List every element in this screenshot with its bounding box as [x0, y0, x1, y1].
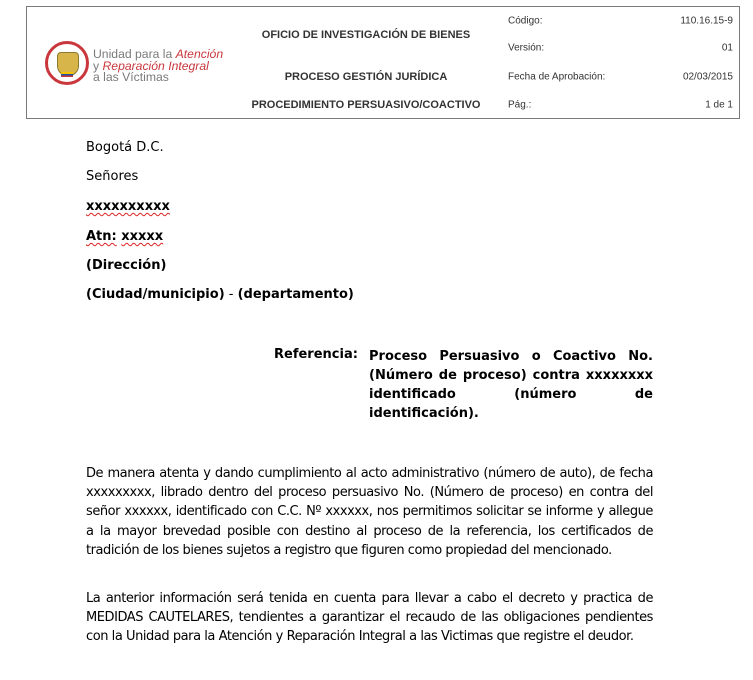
agency-logo-text: Unidad para la Atención y Reparación Integral a las Víctimas: [93, 47, 224, 84]
letter-city: Bogotá D.C.: [86, 140, 164, 155]
process-name: PROCESO GESTIÓN JURÍDICA: [284, 70, 448, 83]
letter-attention: Atn: xxxxx: [86, 229, 164, 244]
meta-row-version: Versión: 01: [508, 42, 733, 54]
meta-row-approval-date: Fecha de Aprobación: 02/03/2015: [508, 71, 733, 82]
body-paragraph-2: La anterior información será tenida en cuenta para llevar a cabo el decreto y practica de MEDIDAS CAUTELARES, tendientes a garantizar el recaudo de las obligaciones pendientes con la Unidad para la Atención y Reparación Integral a las Victimas que registre el deudor.: [86, 591, 653, 645]
document-header-table: [26, 6, 740, 119]
letter-recipient: xxxxxxxxxx: [86, 199, 170, 214]
reference-label: Referencia:: [274, 347, 358, 362]
meta-row-page: Pág.: 1 de 1: [508, 99, 733, 110]
reference-text: Proceso Persuasivo o Coactivo No. (Número de proceso) contra xxxxxxxx identificado (número de identificación).: [369, 349, 653, 421]
body-paragraph-1: De manera atenta y dando cumplimiento al acto administrativo (número de auto), de fecha xxxxxxxxx, librado dentro del proceso persuasivo No. (Número de proceso) en contra del señor xxxxxx, identificado con C.C. Nº xxxxxx, nos permitimos solicitar se informe y allegue a la mayor brevedad posible con destino al proceso de la referencia, los certificados de tradición de los bienes sujetos a registro que figuren como propiedad del mencionado.: [86, 466, 653, 558]
meta-row-code: Código: 110.16.15-9: [508, 15, 733, 26]
letter-salutation: Señores: [86, 169, 139, 184]
letter-address: (Dirección): [86, 258, 167, 273]
logo-cell: [27, 7, 230, 118]
coat-of-arms-seal-icon: [45, 41, 89, 85]
letter-city-department: (Ciudad/municipio) - (departamento): [86, 287, 354, 302]
procedure-name: PROCEDIMIENTO PERSUASIVO/COACTIVO: [251, 98, 481, 111]
document-title: OFICIO DE INVESTIGACIÓN DE BIENES: [261, 28, 471, 41]
